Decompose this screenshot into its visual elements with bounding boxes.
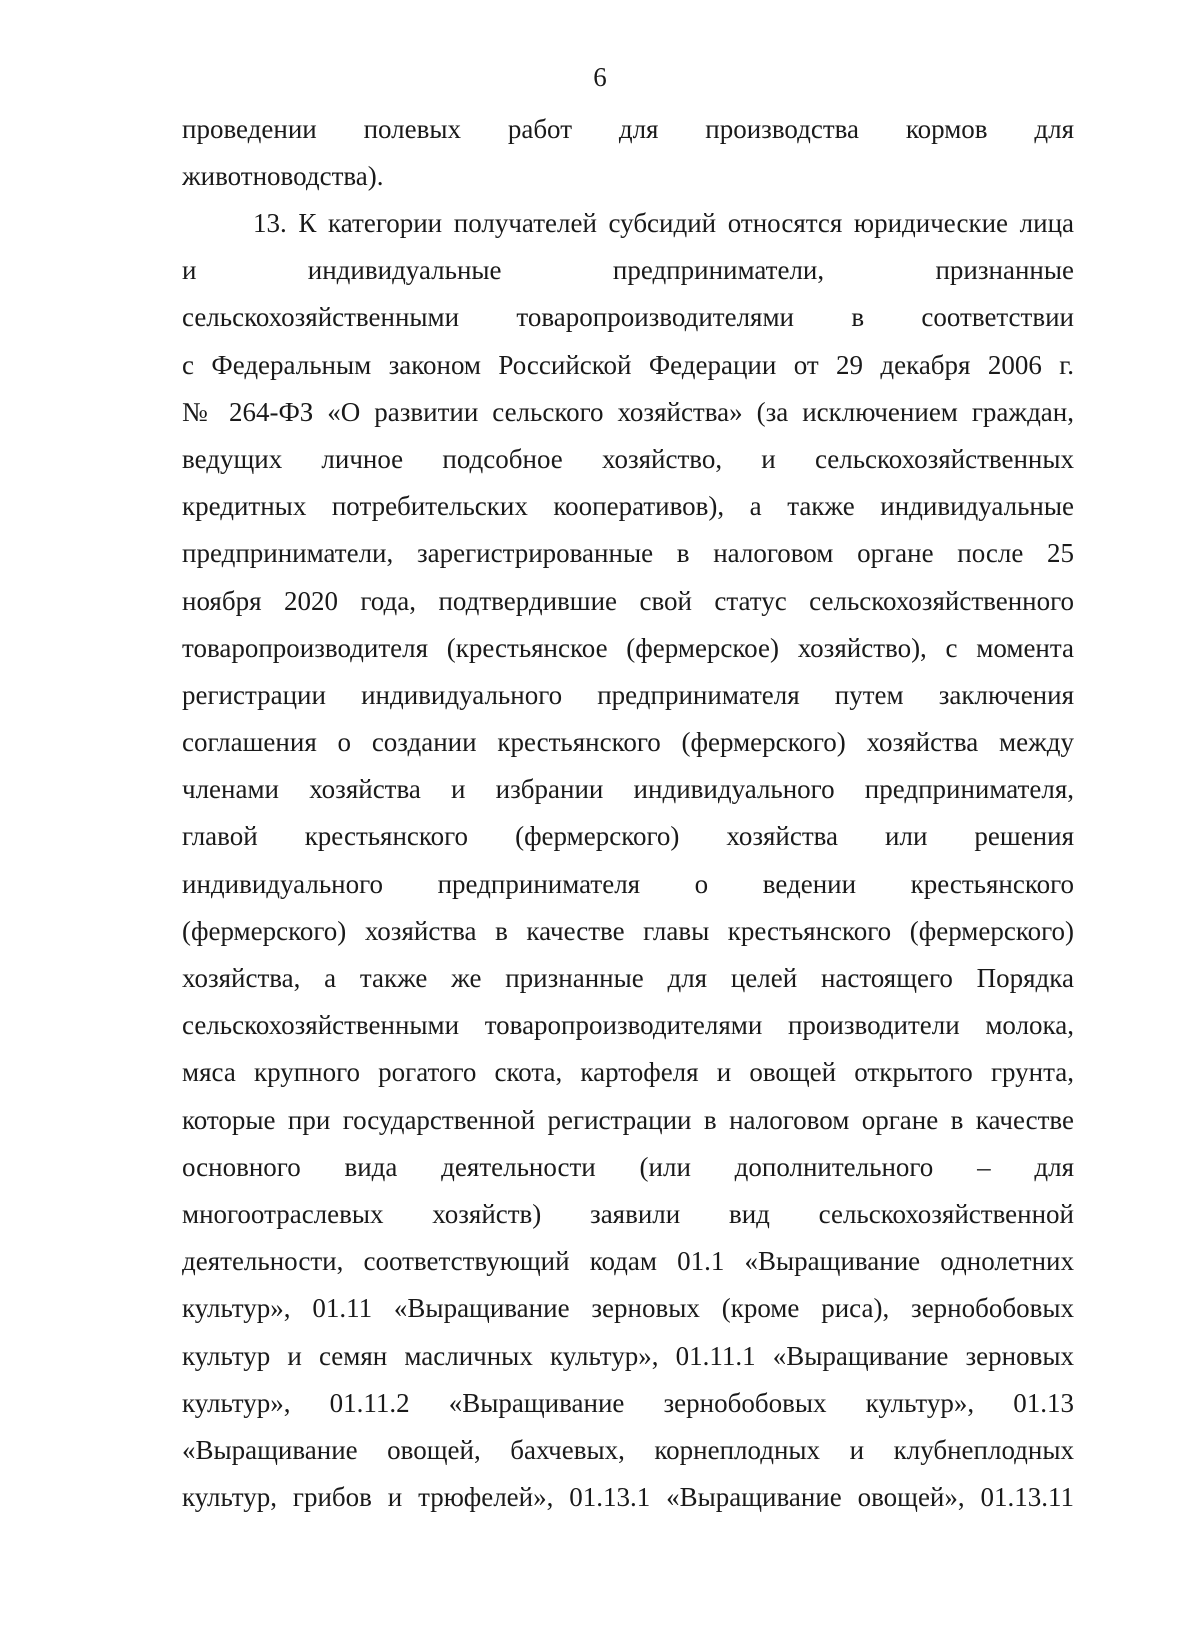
text-line: (фермерского) хозяйства в качестве главы крестьянского (фермерского) [182,915,1074,946]
text-line: сельскохозяйственными товаропроизводителями производители молока, [182,1010,1074,1041]
text-line: кредитных потребительских кооперативов), а также индивидуальные [182,491,1074,522]
text-line: проведении полевых работ для производства кормов для [182,114,1074,144]
text-line: мяса крупного рогатого скота, картофеля и овощей открытого грунта, [182,1057,1074,1088]
text-line: ноября 2020 года, подтвердившие свой статус сельскохозяйственного [182,585,1074,616]
paragraph-13 [182,200,1074,1521]
page-number: 6 [593,62,607,92]
continuation-text [182,106,1074,200]
text-line: культур», 01.11 «Выращивание зерновых (кроме риса), зернобобовых [182,1293,1074,1324]
text-line: членами хозяйства и избрании индивидуального предпринимателя, [182,774,1074,805]
text-line: товаропроизводителя (крестьянское (фермерское) хозяйство), с момента [182,632,1074,663]
text-line: основного вида деятельности (или дополнительного – для [182,1151,1074,1182]
text-line: сельскохозяйственными товаропроизводителями в соответствии [182,302,1074,333]
text-line: соглашения о создании крестьянского (фермерского) хозяйства между [182,727,1074,758]
text-line: культур, грибов и трюфелей», 01.13.1 «Выращивание овощей», 01.13.11 [182,1482,1074,1513]
text-line: регистрации индивидуального предпринимателя путем заключения [182,679,1074,710]
text-line: ведущих личное подсобное хозяйство, и сельскохозяйственных [182,443,1074,474]
text-line: которые при государственной регистрации в налоговом органе в качестве [182,1104,1074,1135]
text-line: и индивидуальные предприниматели, признанные [182,255,1074,286]
text-line: многоотраслевых хозяйств) заявили вид сельскохозяйственной [182,1198,1074,1229]
text-line: предприниматели, зарегистрированные в налоговом органе после 25 [182,538,1074,569]
text-line: хозяйства, а также же признанные для целей настоящего Порядка [182,963,1074,993]
text-line: индивидуального предпринимателя о ведении крестьянского [182,868,1074,899]
text-line: культур и семян масличных культур», 01.11.1 «Выращивание зерновых [182,1340,1074,1371]
text-line: животноводства). [182,161,384,192]
text-line: № 264-ФЗ «О развитии сельского хозяйства» (за исключением граждан, [182,396,1074,427]
text-line: главой крестьянского (фермерского) хозяйства или решения [182,821,1074,852]
text-line: с Федеральным законом Российской Федерации от 29 декабря 2006 г. [182,349,1074,380]
text-line: «Выращивание овощей, бахчевых, корнеплодных и клубнеплодных [182,1434,1074,1465]
text-line: деятельности, соответствующий кодам 01.1 «Выращивание однолетних [182,1246,1074,1277]
text-line: 13. К категории получателей субсидий относятся юридические лица [253,208,1074,238]
text-line: культур», 01.11.2 «Выращивание зернобобовых культур», 01.13 [182,1387,1074,1418]
